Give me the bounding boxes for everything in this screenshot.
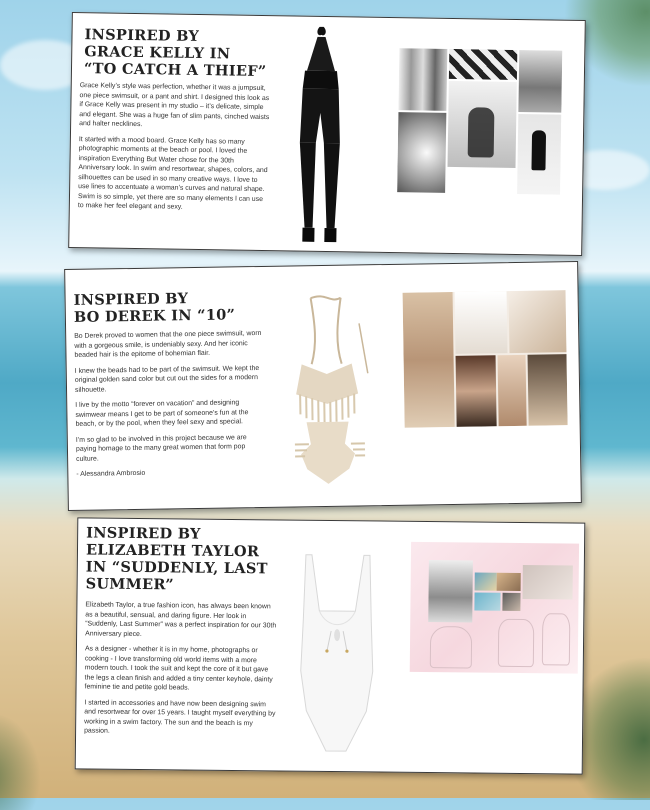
moodboard-photo	[498, 619, 535, 667]
paragraph: As a designer - whether it is in my home, photographs or cooking - I love transforming old world items with a more modern touch. I took the suit and kept the core of it but gave the legs a clean finish and added a tiny center keyhole, dainty feminine tie and petite gold beads.	[85, 644, 277, 694]
moodboard-photo	[449, 49, 517, 80]
card-body-text	[78, 81, 270, 219]
paragraph: It started with a mood board. Grace Kelly has so many photographic moments at the beach or pool. I loved the inspiration Everything But Water chose for the 30th Anniversary look. In swim and resortwear, shapes, colors, and silhouettes can be used in so many creative ways. I love to use lines to accentuate a woman’s curves and natural shape. Swim is so simple, yet there are so many elements I can use to make her feel elegant and sexy.	[78, 135, 269, 214]
moodboard-photo	[403, 292, 455, 428]
moodboard-photo	[468, 107, 495, 157]
moodboard-photo	[523, 565, 573, 600]
paragraph: I’m so glad to be involved in this project because we are paying homage to the many great women that form pop culture.	[76, 432, 266, 463]
background-palm-leaves	[0, 700, 50, 810]
moodboard-photo	[498, 355, 527, 426]
moodboard-photo	[456, 355, 497, 427]
paragraph: I live by the motto “forever on vacation” and designing swimwear means I get to be part of someone’s fun at the beach, or by the pool, when they feel sexy and special.	[75, 398, 265, 429]
card-title: INSPIRED BY BO DEREK IN “10”	[73, 289, 235, 326]
moodboard-pink-sketches	[410, 542, 579, 674]
moodboard-photo	[430, 626, 472, 668]
product-image-white-swimsuit	[286, 551, 388, 767]
card-body-text	[74, 329, 266, 485]
moodboard-photo	[474, 593, 500, 611]
moodboard-photo	[428, 560, 473, 622]
moodboard-photo	[509, 290, 567, 353]
moodboard-photo	[542, 613, 571, 665]
inspiration-card-bo-derek	[64, 261, 582, 511]
paragraph: I started in accessories and have now been designing swim and resortwear for over 15 years. I taught myself everything by working in a swim factory. The sun and the beach is my passion.	[84, 698, 276, 738]
paragraph: I knew the beads had to be part of the swimsuit. We kept the original golden sand color but cut out the sides for a modern silhouette.	[75, 363, 265, 394]
moodboard-photo	[531, 130, 546, 170]
card-title: INSPIRED BY ELIZABETH TAYLOR IN “SUDDENLY, LAST SUMMER”	[86, 524, 269, 594]
inspiration-card-elizabeth-taylor	[75, 517, 586, 774]
card-title: INSPIRED BY GRACE KELLY IN “TO CATCH A THIEF”	[84, 26, 267, 80]
moodboard-photo	[455, 291, 508, 354]
moodboard-photo	[518, 50, 562, 113]
moodboard-photo	[397, 112, 446, 193]
moodboard-black-and-white	[397, 48, 562, 196]
moodboard-photo	[528, 354, 568, 426]
product-image-fringe-swimsuit	[271, 293, 384, 495]
moodboard-photo	[502, 593, 520, 611]
paragraph: Bo Derek proved to women that the one piece swimsuit, worn with a gorgeous smile, is undeniably sexy. And her iconic beaded hair is the epitome of bohemian flair.	[74, 329, 264, 360]
signature: - Alessandra Ambrosio	[76, 467, 266, 479]
paragraph: Elizabeth Taylor, a true fashion icon, has always been known as a beautiful, sensual, and daring figure. Her look in “Suddenly, Last Summer” was a perfect inspiration for our 30th Anniversary piece.	[85, 600, 277, 640]
moodboard-photo	[497, 573, 521, 591]
moodboard-photo	[475, 573, 497, 591]
moodboard-sand-tones	[403, 290, 568, 428]
product-image-black-jumpsuit	[274, 22, 368, 248]
moodboard-photo	[398, 48, 447, 111]
inspiration-card-grace-kelly	[68, 12, 586, 256]
card-body-text	[84, 600, 277, 744]
paragraph: Grace Kelly’s style was perfection, whether it was a jumpsuit, one piece swimsuit, or a pant and shirt. I designed this look as if Grace Kelly was present in my studio – it’s delicate, simple and elegant. She was a huge fan of slim pants, cinched waists and halter necklines.	[79, 81, 270, 131]
